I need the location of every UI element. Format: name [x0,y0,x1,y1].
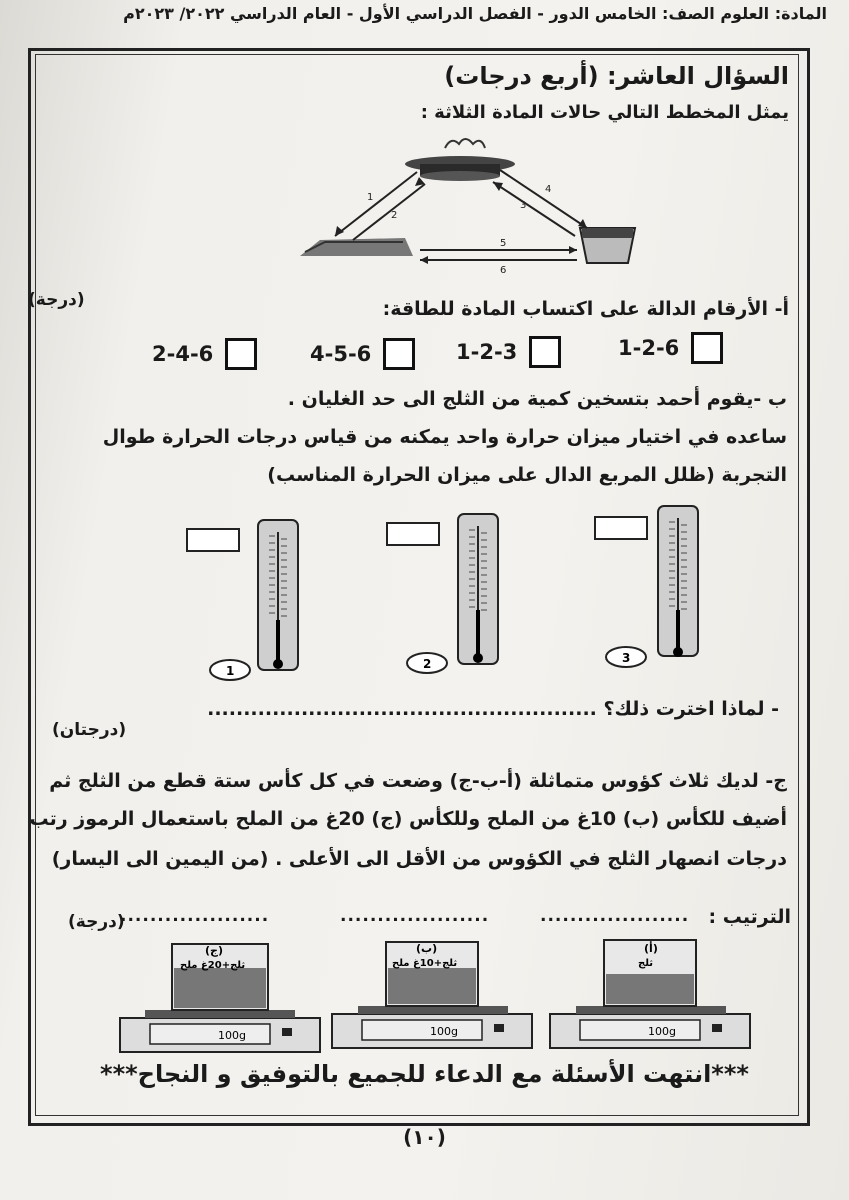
order-label: الترتيب : [708,906,791,928]
scale-reading: 100g [648,1025,676,1038]
states-of-matter-diagram [295,128,655,278]
closing-message: ***انتهت الأسئلة مع الدعاء للجميع بالتوفيق و النجاح*** [100,1060,749,1088]
thermometer-number-1: 1 [226,664,235,678]
why-question [207,698,779,720]
ice-block-illustration [300,238,413,256]
option-4-checkbox[interactable] [225,338,257,370]
option-3-label: 4-5-6 [310,342,372,366]
page-number: (١٠) [403,1125,446,1149]
diagram-label-5: 5 [500,238,507,249]
part-c-line1: ج- لديك ثلاث كؤوس متماثلة (أ-ب-ج) وضعت في كل كأس ستة قطع من الثلج ثم [49,770,787,792]
diagram-number-labels [367,184,551,276]
part-c-line3: درجات انصهار الثلج في الكؤوس من الأقل الى الأعلى . (من اليمين الى اليسار) [51,848,787,870]
water-cup-illustration [580,228,635,263]
part-c-grade: (درجة) [68,912,125,932]
diagram-label-2: 2 [391,210,398,221]
page-header: المادة: العلوم الصف: الخامس الدور - الفصل الدراسي الأول - العام الدراسي ٢٠٢٢/ ٢٠٢٣م [123,4,827,23]
beaker-tag: (ج) [205,944,223,957]
diagram-label-4: 4 [545,184,552,195]
part-a-grade: (درجة) [28,290,85,310]
scale-reading: 100g [218,1029,246,1042]
option-2-label: 1-2-3 [456,340,518,364]
thermometer-2 [407,514,498,673]
diagram-label-1: 1 [367,192,374,203]
beaker-content-label: ثلج [638,958,654,969]
beaker-tag: (أ) [644,942,658,955]
option-1[interactable] [618,332,723,364]
option-3-checkbox[interactable] [383,338,415,370]
option-4[interactable] [152,338,257,370]
beaker-b [332,942,532,1048]
thermometer-number-2: 2 [423,657,432,671]
question-title: السؤال العاشر: (أربع درجات) [444,62,789,90]
option-2-checkbox[interactable] [529,336,561,368]
beaker-c [120,944,320,1052]
option-1-label: 1-2-6 [618,336,680,360]
why-question-text: - لماذا اخترت ذلك؟ [603,698,779,720]
diagram-label-3: 3 [520,200,527,211]
beakers-on-scales-illustration [110,938,780,1058]
option-3[interactable] [310,338,415,370]
option-4-label: 2-4-6 [152,342,214,366]
steam-pan-illustration [405,139,515,181]
part-b-line3: التجربة (ظلل المربع الدال على ميزان الحرارة المناسب) [267,464,787,486]
thermometer-number-3: 3 [622,651,631,665]
diagram-label-6: 6 [500,265,507,276]
beaker-a [550,940,750,1048]
part-b-line2: ساعده في اختيار ميزان حرارة واحد يمكنه من قياس درجات الحرارة طوال [102,426,787,448]
thermometer-1 [210,520,298,680]
beaker-content-label: ثلج+10غ ملح [392,958,458,969]
part-b-grade: (درجتان) [52,720,127,740]
part-b-line1: ب -يقوم أحمد بتسخين كمية من الثلج الى حد الغليان . [287,388,787,410]
why-answer-line[interactable]: ...................................................... [207,698,597,720]
option-2[interactable] [456,336,561,368]
part-c-line2: أضيف للكأس (ب) 10غ من الملح وللكأس (ج) 20غ من الملح باستعمال الرموز رتب [29,808,787,830]
thermometer-3 [606,506,698,667]
option-1-checkbox[interactable] [691,332,723,364]
thermometers-illustration [190,500,710,690]
scale-reading: 100g [430,1025,458,1038]
part-a-text: أ- الأرقام الدالة على اكتساب المادة للطاقة: [382,298,789,320]
beaker-tag: (ب) [416,942,438,955]
beaker-content-label: ثلج+20غ ملح [180,960,246,971]
order-answer-3[interactable]: .................... [120,906,270,926]
order-answer-2[interactable]: .................... [340,906,490,926]
question-intro: يمثل المخطط التالي حالات المادة الثلاثة : [420,102,789,123]
order-answer-1[interactable]: .................... [540,906,690,926]
